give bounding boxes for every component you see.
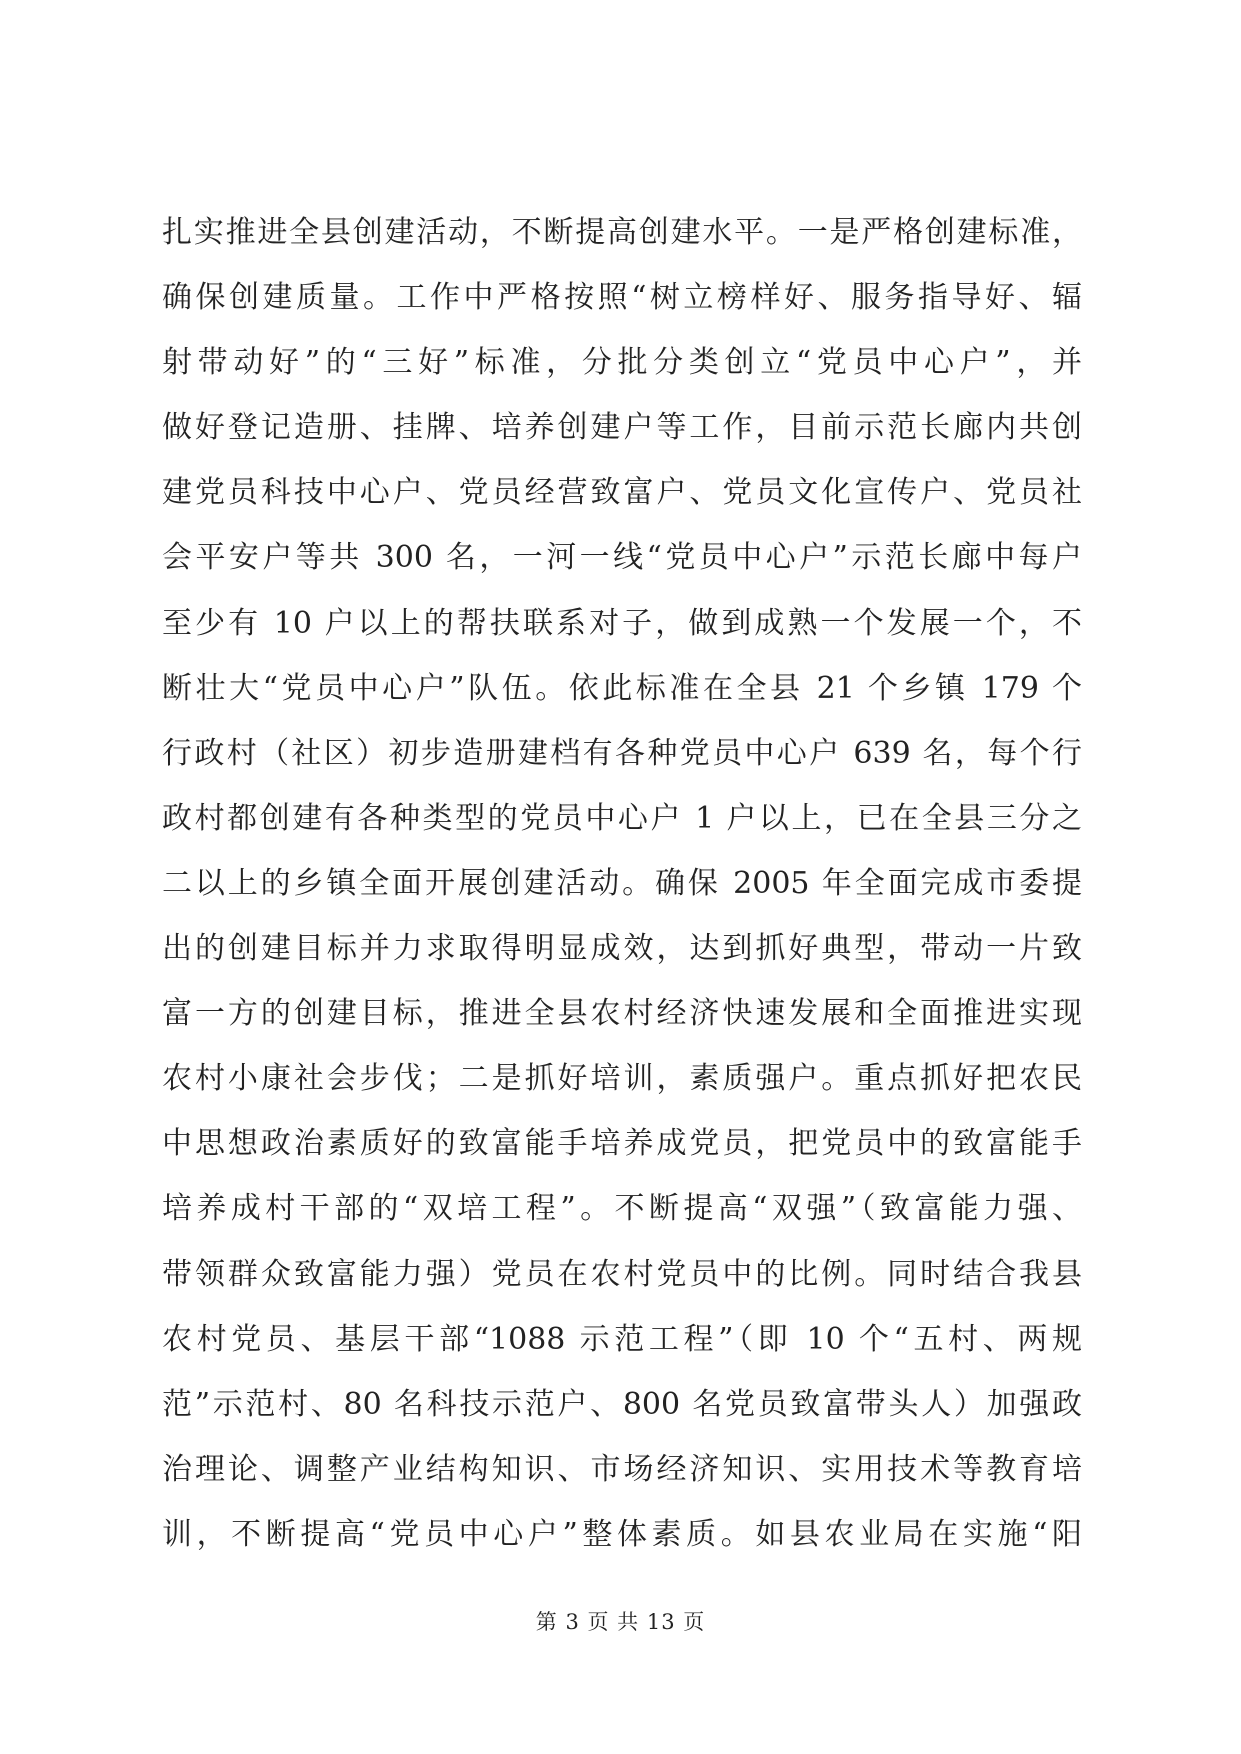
body-text	[162, 200, 1082, 1567]
text-line-1: 扎实推进全县创建活动，不断提高创建水平。一是严格创建标准，	[162, 215, 1082, 250]
text-line-11: 二以上的乡镇全面开展创建活动。确保 2005 年全面完成市委提	[162, 865, 1082, 901]
text-line-19: 范”示范村、80 名科技示范户、800 名党员致富带头人）加强政	[162, 1386, 1082, 1422]
text-line-21: 训，不断提高“党员中心户”整体素质。如县农业局在实施“阳	[162, 1516, 1082, 1552]
text-line-8: 断壮大“党员中心户”队伍。依此标准在全县 21 个乡镇 179 个	[162, 670, 1082, 706]
page-number-label: 第 3 页 共 13 页	[535, 1610, 706, 1634]
text-line-4: 做好登记造册、挂牌、培养创建户等工作，目前示范长廊内共创	[162, 410, 1082, 446]
text-line-20: 治理论、调整产业结构知识、市场经济知识、实用技术等教育培	[162, 1451, 1082, 1487]
page-footer	[0, 1606, 1241, 1636]
text-line-16: 培养成村干部的“双培工程”。不断提高“双强”（致富能力强、	[162, 1191, 1082, 1227]
text-line-17: 带领群众致富能力强）党员在农村党员中的比例。同时结合我县	[162, 1256, 1082, 1292]
text-line-10: 政村都创建有各种类型的党员中心户 1 户以上，已在全县三分之	[162, 800, 1082, 836]
text-line-9: 行政村（社区）初步造册建档有各种党员中心户 639 名，每个行	[162, 735, 1082, 771]
text-line-2: 确保创建质量。工作中严格按照“树立榜样好、服务指导好、辐	[162, 280, 1082, 316]
text-line-12: 出的创建目标并力求取得明显成效，达到抓好典型，带动一片致	[162, 931, 1082, 967]
text-line-7: 至少有 10 户以上的帮扶联系对子，做到成熟一个发展一个，不	[162, 605, 1082, 641]
text-line-3: 射带动好”的“三好”标准，分批分类创立“党员中心户”，并	[162, 345, 1082, 381]
text-line-14: 农村小康社会步伐；二是抓好培训，素质强户。重点抓好把农民	[162, 1061, 1082, 1097]
text-line-18: 农村党员、基层干部“1088 示范工程”（即 10 个“五村、两规	[162, 1321, 1082, 1357]
text-line-6: 会平安户等共 300 名，一河一线“党员中心户”示范长廊中每户	[162, 540, 1082, 576]
text-line-15: 中思想政治素质好的致富能手培养成党员，把党员中的致富能手	[162, 1126, 1082, 1162]
text-line-5: 建党员科技中心户、党员经营致富户、党员文化宣传户、党员社	[162, 475, 1082, 511]
text-line-13: 富一方的创建目标，推进全县农村经济快速发展和全面推进实现	[162, 996, 1082, 1032]
